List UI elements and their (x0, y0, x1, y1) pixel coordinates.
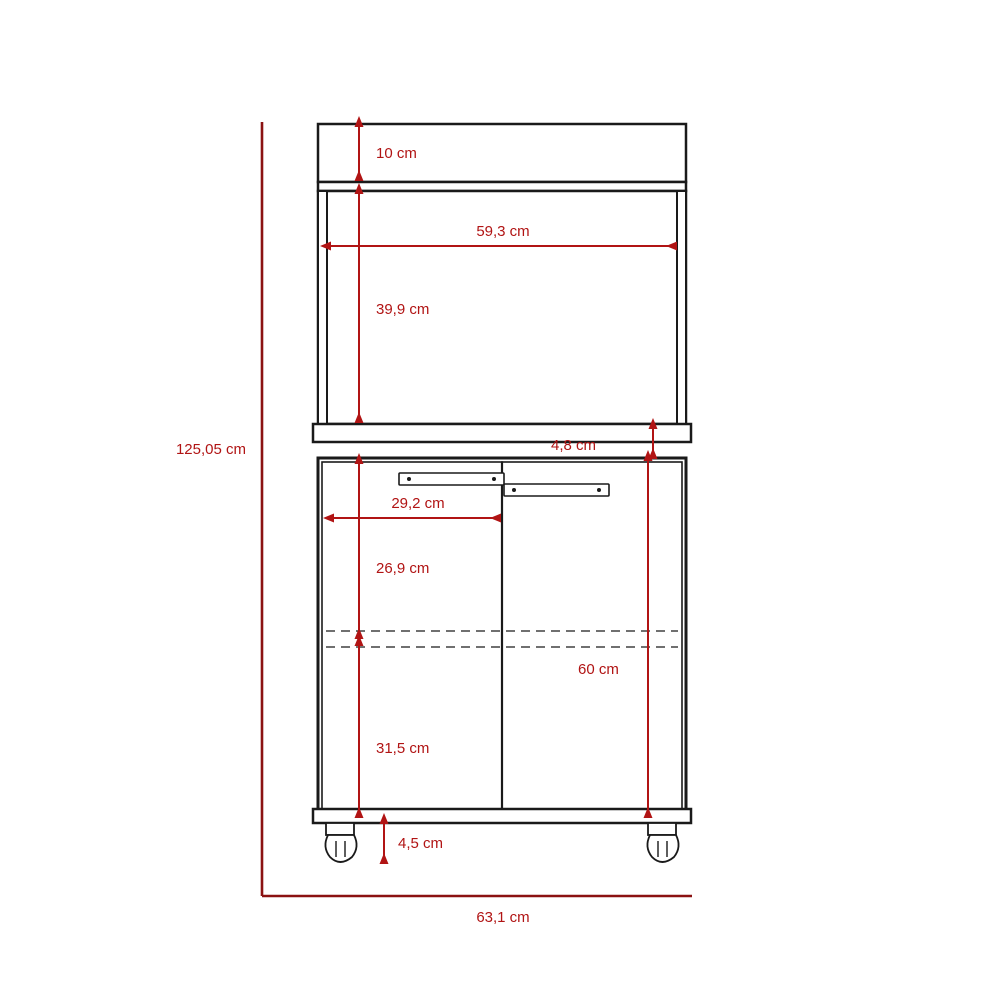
dimension-door-width-label: 29,2 cm (391, 495, 445, 512)
base-rail (313, 809, 691, 823)
right-door (502, 462, 682, 809)
dimension-total-height-label: 125,05 cm (175, 441, 246, 458)
left-door-handle (399, 473, 504, 485)
top-shelf-divider (318, 182, 686, 191)
caster-wheel-right (647, 823, 678, 862)
dimension-top-shelf-height-label: 10 cm (376, 145, 417, 162)
dimension-open-compartment-width-label: 59,3 cm (476, 223, 530, 240)
dimension-lower-door-section-label: 31,5 cm (376, 740, 430, 757)
dimension-total-height (176, 441, 246, 458)
dimension-caster-height (384, 823, 443, 863)
dimension-counter-thickness-label: 4,8 cm (550, 437, 596, 454)
top-shelf (318, 124, 686, 182)
dimension-open-compartment-height-label: 39,9 cm (376, 301, 430, 318)
dimension-total-width-label: 63,1 cm (476, 909, 530, 926)
dimension-total-width (476, 909, 529, 926)
cabinet-body (318, 458, 686, 813)
dimension-upper-door-section-label: 26,9 cm (376, 560, 430, 577)
dimension-cabinet-height-label: 60 cm (578, 661, 619, 678)
caster-wheel-left (325, 823, 356, 862)
counter-top (313, 424, 691, 442)
right-door-handle (504, 484, 609, 496)
dimension-caster-height-label: 4,5 cm (398, 835, 444, 852)
